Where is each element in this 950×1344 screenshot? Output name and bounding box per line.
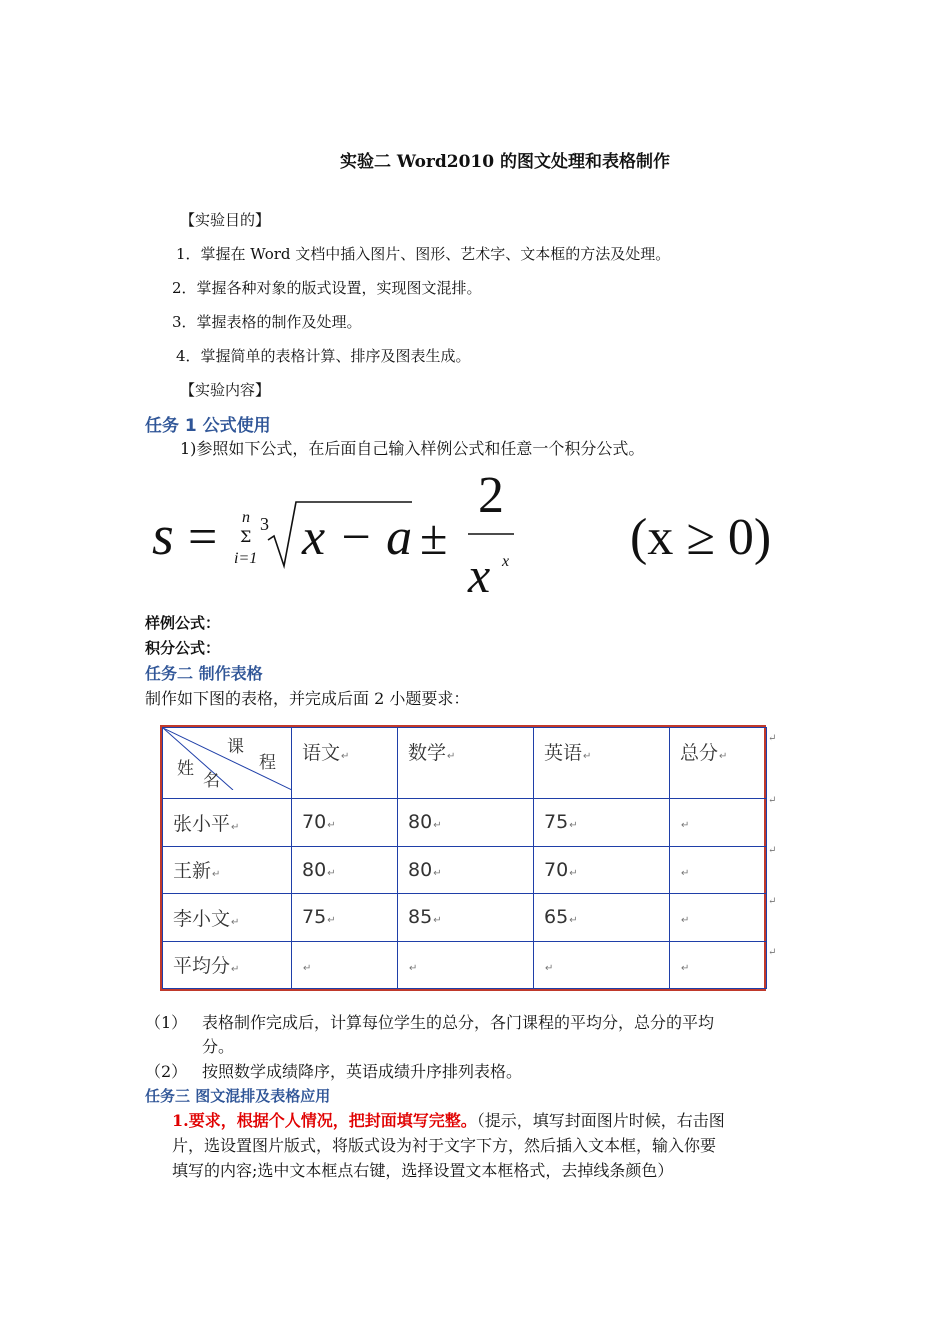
- cell-total: ↵: [670, 941, 767, 989]
- diagonal-header-cell: [163, 728, 292, 799]
- task3-requirement-line1: [172, 1108, 725, 1131]
- purpose-heading: 【实验目的】: [180, 211, 271, 229]
- cell-english: 75↵: [534, 799, 670, 847]
- diag-course-label-2: 程: [259, 753, 276, 773]
- cell-chinese: ↵: [292, 941, 398, 989]
- diag-name-label: 姓: [177, 759, 194, 779]
- row-end-mark: ↵: [768, 896, 777, 907]
- formula-equals: =: [188, 509, 218, 566]
- cell-name: 张小平↵: [163, 799, 292, 847]
- objective-1: 1．掌握在 Word 文档中插入图片、图形、艺术字、文本框的方法及处理。: [176, 245, 671, 263]
- question-2-text: 按照数学成绩降序，英语成绩升序排列表格。: [202, 1062, 523, 1081]
- table-row: [163, 846, 767, 894]
- row-end-mark: ↵: [768, 795, 777, 806]
- integral-formula-label: 积分公式：: [145, 639, 221, 657]
- formula-radicand: x − a: [302, 509, 413, 566]
- page-title: 实验二 Word2010 的图文处理和表格制作: [339, 152, 671, 172]
- question-2-number: （2）: [145, 1062, 188, 1081]
- formula-exponent: x: [502, 553, 510, 570]
- table-row: [163, 941, 767, 989]
- formula-pm: ±: [420, 509, 448, 565]
- header-english: 英语↵: [534, 728, 670, 799]
- sample-formula: [150, 468, 800, 608]
- formula-sum-bottom: i=1: [234, 550, 258, 567]
- task1-heading: 任务 1 公式使用: [145, 416, 271, 436]
- task2-heading: 任务二 制作表格: [145, 664, 263, 683]
- formula-sum-symbol: Σ: [240, 527, 252, 546]
- header-math: 数学↵: [398, 728, 534, 799]
- task1-instruction: 1)参照如下公式，在后面自己输入样例公式和任意一个积分公式。: [180, 439, 645, 458]
- objective-3: 3．掌握表格的制作及处理。: [172, 313, 362, 331]
- row-end-mark: ↵: [768, 733, 777, 744]
- table-header-row: [163, 728, 767, 799]
- score-table: [160, 725, 766, 991]
- table-row: [163, 894, 767, 942]
- cell-name: 王新↵: [163, 846, 292, 894]
- cell-math: 85↵: [398, 894, 534, 942]
- diag-name-label-2: 名: [203, 771, 220, 791]
- cell-total: ↵: [670, 894, 767, 942]
- cell-english: 70↵: [534, 846, 670, 894]
- formula-lhs: s: [152, 505, 174, 567]
- formula-root-index: 3: [260, 514, 269, 534]
- question-1-text-cont: 分。: [202, 1037, 235, 1056]
- formula-denominator: x: [468, 547, 491, 603]
- formula-condition: (x ≥ 0): [630, 509, 772, 566]
- task3-requirement-line2: 片，选设置图片版式，将版式设为衬于文字下方，然后插入文本框，输入你要: [172, 1136, 717, 1155]
- task3-heading: 任务三 图文混排及表格应用: [145, 1087, 331, 1105]
- objective-2: 2．掌握各种对象的版式设置，实现图文混排。: [172, 279, 482, 297]
- cell-english: 65↵: [534, 894, 670, 942]
- cell-chinese: 70↵: [292, 799, 398, 847]
- cell-chinese: 75↵: [292, 894, 398, 942]
- question-1-number: （1）: [145, 1013, 188, 1032]
- formula-graphic: [150, 468, 800, 608]
- cell-chinese: 80↵: [292, 846, 398, 894]
- diag-course-label: 课: [227, 737, 244, 757]
- header-chinese: 语文↵: [292, 728, 398, 799]
- row-end-mark: ↵: [768, 845, 777, 856]
- requirement-bold: 1.要求，根据个人情况，把封面填写完整。: [172, 1111, 477, 1130]
- task2-instruction: 制作如下图的表格，并完成后面 2 小题要求：: [145, 689, 470, 708]
- cell-total: ↵: [670, 799, 767, 847]
- cell-math: 80↵: [398, 846, 534, 894]
- sample-formula-label: 样例公式：: [145, 614, 221, 632]
- objective-4: 4．掌握简单的表格计算、排序及图表生成。: [176, 347, 471, 365]
- formula-sum-top: n: [242, 509, 250, 526]
- cell-english: ↵: [534, 941, 670, 989]
- header-total: 总分↵: [670, 728, 767, 799]
- row-end-mark: ↵: [768, 947, 777, 958]
- cell-name: 平均分↵: [163, 941, 292, 989]
- cell-name: 李小文↵: [163, 894, 292, 942]
- cell-total: ↵: [670, 846, 767, 894]
- cell-math: 80↵: [398, 799, 534, 847]
- content-heading: 【实验内容】: [180, 381, 271, 399]
- requirement-hint: （提示，填写封面图片时候，右击图: [476, 1111, 725, 1130]
- question-1-text: 表格制作完成后，计算每位学生的总分，各门课程的平均分，总分的平均: [202, 1013, 715, 1032]
- cell-math: ↵: [398, 941, 534, 989]
- formula-numerator: 2: [478, 467, 504, 524]
- task3-requirement-line3: 填写的内容;选中文本框点右键，选择设置文本框格式，去掉线条颜色）: [172, 1161, 674, 1180]
- table-row: [163, 799, 767, 847]
